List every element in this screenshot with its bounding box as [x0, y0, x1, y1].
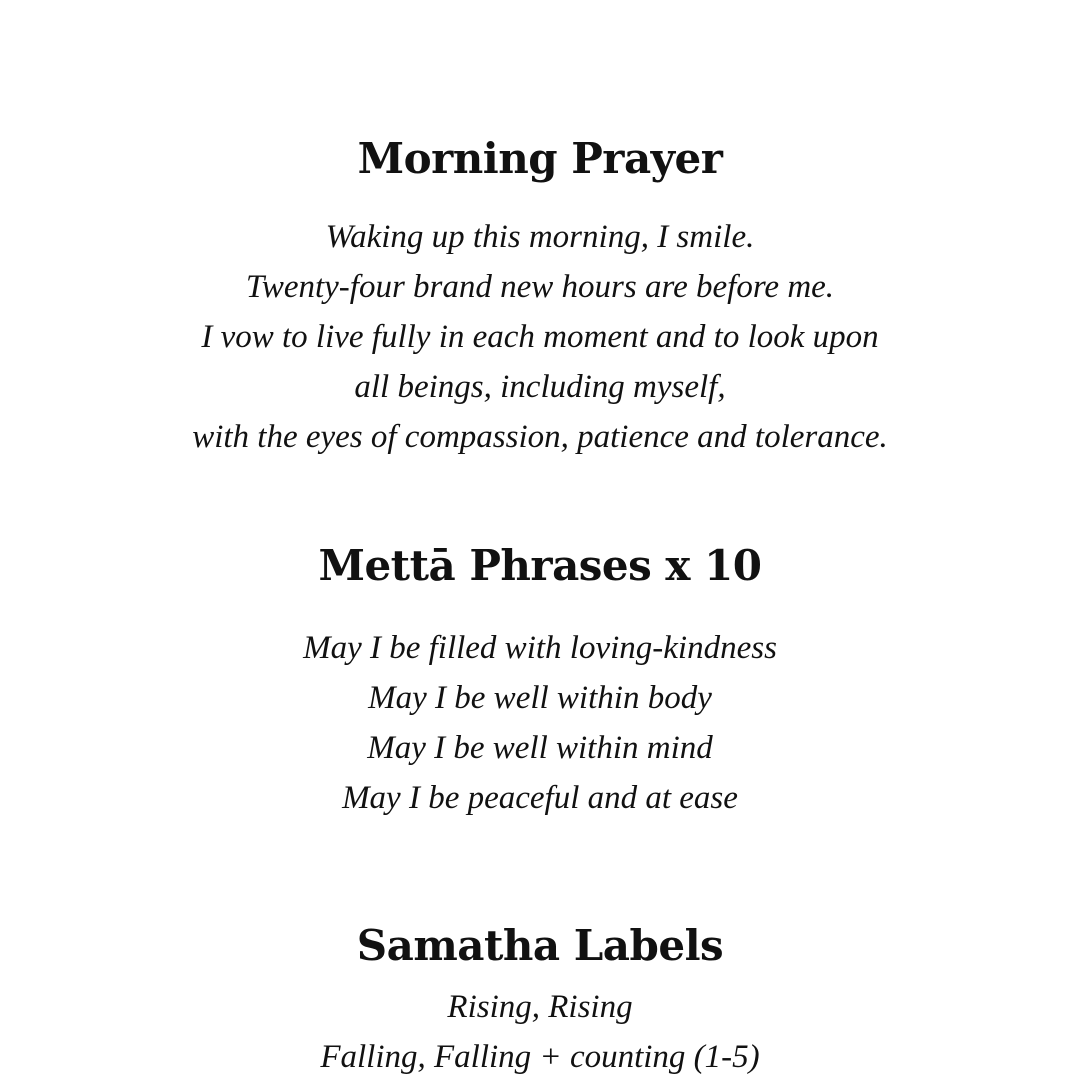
- section-title: Samatha Labels: [356, 921, 724, 970]
- section-title: Mettā Phrases x 10: [318, 541, 762, 590]
- text-line: May I be well within body: [368, 680, 712, 716]
- text-line: May I be peaceful and at ease: [342, 780, 738, 816]
- text-line: Waking up this morning, I smile.: [325, 219, 755, 255]
- text-line: I vow to live fully in each moment and to look upon: [201, 319, 879, 355]
- text-line: Twenty-four brand new hours are before me.: [245, 269, 835, 305]
- samatha-labels-section: [0, 921, 1080, 1080]
- metta-lines: [0, 623, 1080, 823]
- prayer-lines: [0, 212, 1080, 462]
- metta-phrases-section: [0, 541, 1080, 823]
- morning-prayer-section: [0, 134, 1080, 462]
- text-line: Rising, Rising: [447, 989, 633, 1025]
- samatha-lines: [0, 982, 1080, 1080]
- text-line: Falling, Falling + counting (1-5): [320, 1039, 760, 1075]
- section-title: Morning Prayer: [357, 134, 723, 183]
- text-line: May I be filled with loving-kindness: [303, 630, 777, 666]
- text-line: May I be well within mind: [367, 730, 713, 766]
- text-line: all beings, including myself,: [354, 369, 726, 405]
- text-line: with the eyes of compassion, patience and tolerance.: [192, 419, 888, 455]
